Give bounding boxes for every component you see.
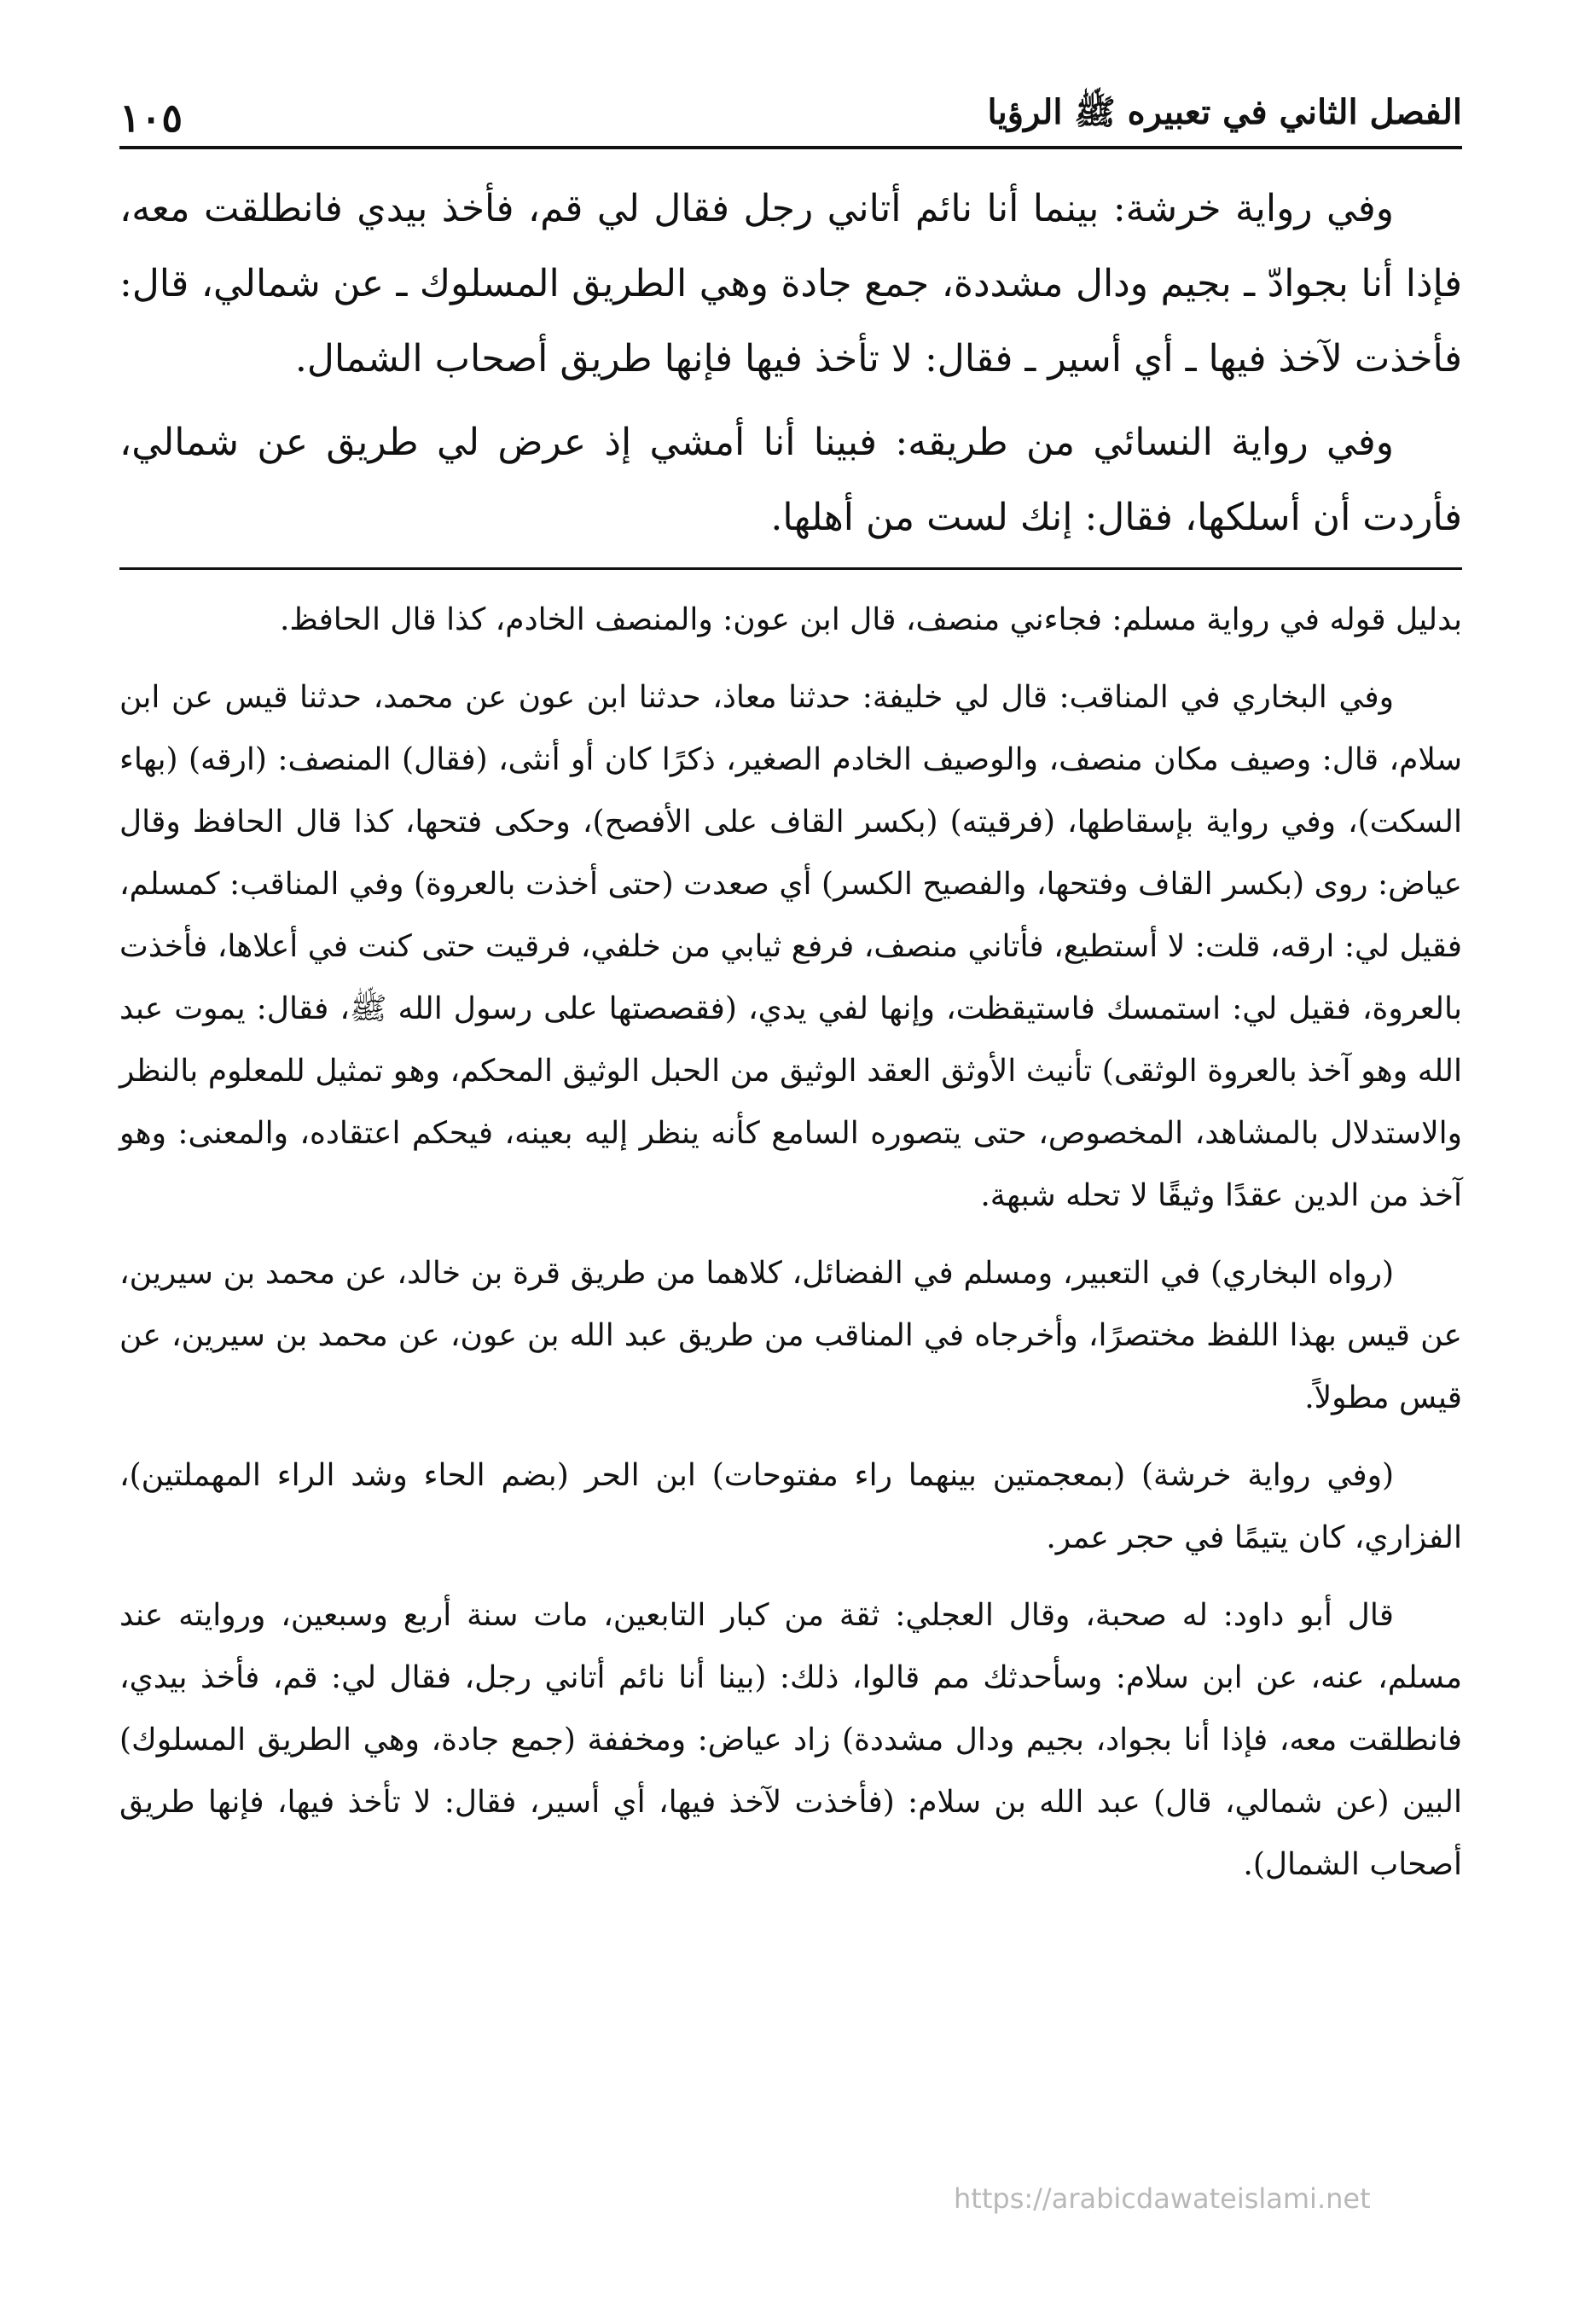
commentary-paragraph: بدليل قوله في رواية مسلم: فجاءني منصف، قال ابن عون: والمنصف الخادم، كذا قال الحافظ. [279,602,1462,637]
page-number: ١٠٥ [119,95,183,141]
commentary-paragraph: وفي البخاري في المناقب: قال لي خليفة: حدثنا معاذ، حدثنا ابن عون عن محمد، حدثنا قيس عن ابن سلام، قال: وصيف مكان منصف، والوصيف الخادم الصغير، ذكرًا كان أو أنثى، (فقال) المنصف: (ارقه) (بهاء السكت)، وفي رواية بإسقاطها، (فرقيته) (بكسر القاف على الأفصح)، وحكى فتحها، كذا قال الحافظ وقال عياض: روى (بكسر القاف وفتحها، والفصيح الكسر) أي صعدت (حتى أخذت بالعروة) وفي المناقب: كمسلم، فقيل لي: ارقه، قلت: لا أستطيع، فأتاني منصف، فرفع ثيابي من خلفي، فرقيت حتى كنت في أعلاها، فأخذت بالعروة، فقيل لي: استمسك فاستيقظت، وإنها لفي يدي، (فقصصتها على رسول الله ﷺ، فقال: يموت عبد الله وهو آخذ بالعروة الوثقى) تأنيث الأوثق العقد الوثيق من الحبل الوثيق المحكم، وهو تمثيل للمعلوم بالنظر والاستدلال بالمشاهد، المخصوص، حتى يتصوره السامع كأنه ينظر إليه بعينه، فيحكم اعتقاده، والمعنى: وهو آخذ من الدين عقدًا وثيقًا لا تحله شبهة. [119,680,1463,1213]
commentary-paragraph: (رواه البخاري) في التعبير، ومسلم في الفضائل، كلاهما من طريق قرة بن خالد، عن محمد بن سيرين، عن قيس بهذا اللفظ مختصرًا، وأخرجاه في المناقب من طريق عبد الله بن عون، عن محمد بن سيرين، عن قيس مطولاً. [119,1256,1462,1415]
running-title: الفصل الثاني في تعبيره ﷺ الرؤيا [987,92,1462,132]
commentary-paragraph: قال أبو داود: له صحبة، وقال العجلي: ثقة من كبار التابعين، مات سنة أربع وسبعين، وروايته عند مسلم، عنه، عن ابن سلام: وسأحدثك مم قالوا، ذلك: (بينا أنا نائم أتاني رجل، فقال لي: قم، فأخذ بيدي، فانطلقت معه، فإذا أنا بجواد، بجيم ودال مشددة) زاد عياض: ومخففة (جمع جادة، وهي الطريق المسلوك) البين (عن شمالي، قال) عبد الله بن سلام: (فأخذت لآخذ فيها، أي أسير، فقال: لا تأخذ فيها، فإنها طريق أصحاب الشمال). [119,1598,1462,1882]
commentary-divider [119,567,1462,570]
main-paragraph: وفي رواية خرشة: بينما أنا نائم أتاني رجل فقال لي قم، فأخذ بيدي فانطلقت معه، فإذا أنا بجوادّ ـ بجيم ودال مشددة، جمع جادة وهي الطريق المسلوك ـ عن شمالي، قال: فأخذت لآخذ فيها ـ أي أسير ـ فقال: لا تأخذ فيها فإنها طريق أصحاب الشمال. [119,187,1462,381]
commentary-text [119,589,1462,1896]
main-text [119,171,1462,555]
commentary-paragraph: (وفي رواية خرشة) (بمعجمتين بينهما راء مفتوحات) ابن الحر (بضم الحاء وشد الراء المهملتين)، الفزاري، كان يتيمًا في حجر عمر. [119,1458,1462,1555]
site-watermark: https://arabicdawateislami.net [954,2182,1371,2215]
main-paragraph: وفي رواية النسائي من طريقه: فبينا أنا أمشي إذ عرض لي طريق عن شمالي، فأردت أن أسلكها، فقال: إنك لست من أهلها. [119,421,1462,539]
page-header [119,81,1462,149]
